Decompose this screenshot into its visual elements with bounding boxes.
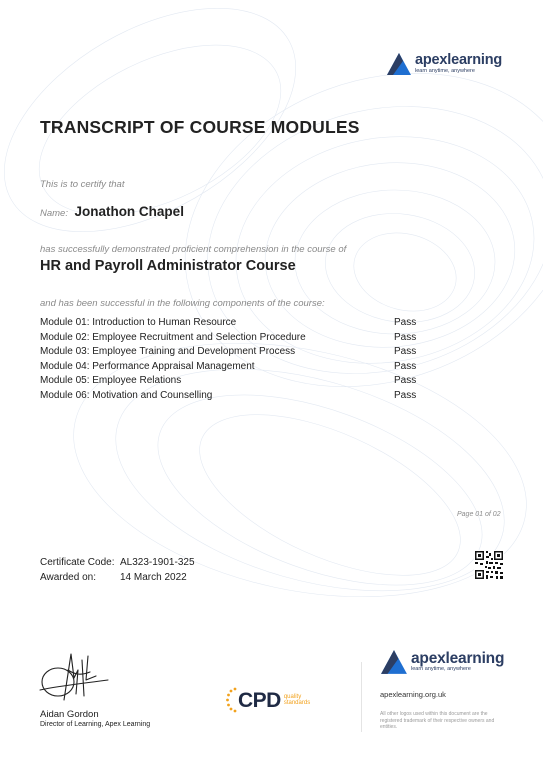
page-number: Page 01 of 02 (457, 511, 501, 518)
logo-brand-text: apexlearning (411, 649, 505, 667)
signer-name: Aidan Gordon (40, 709, 99, 720)
qr-code-icon[interactable] (474, 550, 504, 580)
name-label: Name: (40, 208, 68, 219)
components-text: and has been successful in the following components of the course: (40, 298, 325, 309)
module-result: Pass (394, 346, 417, 358)
module-name: Module 06: Motivation and Counselling (40, 389, 213, 401)
website-link[interactable]: apexlearning.org.uk (380, 690, 446, 699)
cpd-subtitle (284, 694, 310, 707)
module-result: Pass (394, 360, 417, 372)
document-title: TRANSCRIPT OF COURSE MODULES (40, 117, 360, 137)
module-row (40, 390, 440, 405)
cpd-text: CPD (238, 688, 281, 712)
logo-tagline: learn anytime, anywhere (415, 67, 475, 74)
module-result: Pass (394, 317, 417, 328)
logo-brand-text: apexlearning (415, 52, 503, 69)
module-name: Module 05: Employee Relations (40, 375, 182, 387)
name-row (40, 203, 184, 221)
module-name: Module 02: Employee Recruitment and Selection Procedure (40, 331, 306, 343)
logo-tagline: learn anytime, anywhere (411, 666, 471, 673)
module-name: Module 01: Introduction to Human Resource (40, 317, 237, 328)
signature-image (38, 650, 110, 706)
module-row (40, 346, 440, 361)
apex-triangle-icon (380, 649, 408, 675)
trademark-disclaimer: All other logos used within this document are the registered trademark of their respective owners and entities. (380, 711, 495, 730)
awarded-value: 14 March 2022 (120, 572, 187, 583)
course-name: HR and Payroll Administrator Course (40, 258, 296, 274)
awarded-label: Awarded on: (40, 572, 96, 583)
apexlearning-logo-bottom (380, 649, 504, 675)
module-result: Pass (394, 331, 417, 343)
certificate-code-value: AL323-1901-325 (120, 557, 195, 568)
apexlearning-logo-top (386, 52, 502, 76)
cpd-dots-icon (226, 687, 238, 713)
cpd-subtitle-line: quality (283, 693, 302, 700)
recipient-name: Jonathon Chapel (74, 204, 184, 219)
module-result: Pass (394, 389, 417, 401)
cpd-logo (226, 687, 310, 713)
module-result: Pass (394, 375, 417, 387)
certify-text: This is to certify that (40, 179, 125, 190)
signer-title: Director of Learning, Apex Learning (40, 721, 151, 728)
module-row (40, 317, 440, 332)
footer-divider (361, 662, 362, 732)
apex-triangle-icon (386, 52, 412, 76)
certificate-code-label: Certificate Code: (40, 557, 115, 568)
module-row (40, 375, 440, 390)
module-row (40, 332, 440, 347)
demonstrated-text: has successfully demonstrated proficient comprehension in the course of (40, 244, 347, 255)
module-name: Module 04: Performance Appraisal Management (40, 360, 255, 372)
module-list (40, 317, 440, 405)
module-name: Module 03: Employee Training and Development Process (40, 346, 296, 358)
module-row (40, 361, 440, 376)
cpd-subtitle-line: standards (283, 700, 311, 706)
